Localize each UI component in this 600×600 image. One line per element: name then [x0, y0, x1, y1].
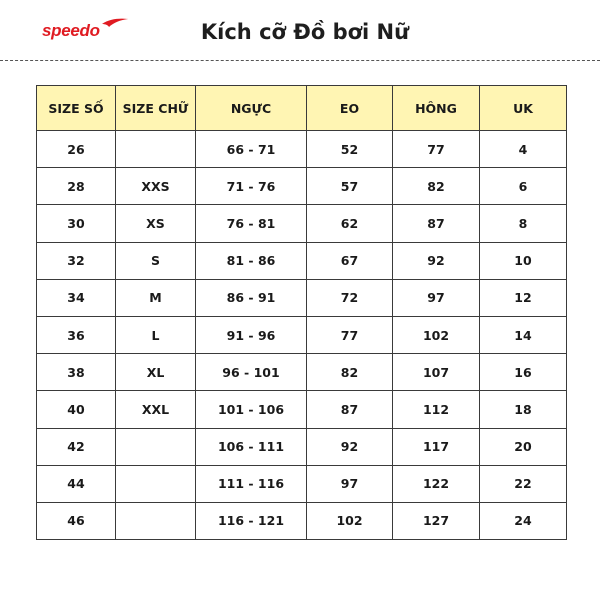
uk-size-cell: 8	[480, 205, 567, 242]
size-letter-cell: XXL	[116, 391, 196, 428]
table-header-row	[37, 86, 567, 131]
bust-cell: 71 - 76	[196, 168, 307, 205]
hip-cell: 102	[393, 316, 480, 353]
waist-cell: 52	[307, 131, 393, 168]
hip-cell: 92	[393, 242, 480, 279]
size-number-cell: 26	[37, 131, 116, 168]
waist-cell: 97	[307, 465, 393, 502]
uk-size-cell: 20	[480, 428, 567, 465]
hip-cell: 107	[393, 354, 480, 391]
bust-cell: 66 - 71	[196, 131, 307, 168]
waist-cell: 67	[307, 242, 393, 279]
size-letter-cell	[116, 465, 196, 502]
table-row	[37, 242, 567, 279]
column-header-uk: UK	[480, 86, 567, 131]
hip-cell: 97	[393, 279, 480, 316]
size-letter-cell	[116, 502, 196, 539]
size-number-cell: 46	[37, 502, 116, 539]
table-row	[37, 391, 567, 428]
size-letter-cell: M	[116, 279, 196, 316]
size-number-cell: 34	[37, 279, 116, 316]
size-letter-cell	[116, 428, 196, 465]
table-row	[37, 205, 567, 242]
size-letter-cell: S	[116, 242, 196, 279]
size-number-cell: 36	[37, 316, 116, 353]
table-row	[37, 168, 567, 205]
size-letter-cell: XL	[116, 354, 196, 391]
table-row	[37, 316, 567, 353]
table-row	[37, 428, 567, 465]
column-header-bust: NGỰC	[196, 86, 307, 131]
uk-size-cell: 18	[480, 391, 567, 428]
table-row	[37, 465, 567, 502]
hip-cell: 127	[393, 502, 480, 539]
uk-size-cell: 10	[480, 242, 567, 279]
hip-cell: 112	[393, 391, 480, 428]
bust-cell: 101 - 106	[196, 391, 307, 428]
waist-cell: 87	[307, 391, 393, 428]
waist-cell: 92	[307, 428, 393, 465]
waist-cell: 57	[307, 168, 393, 205]
bust-cell: 111 - 116	[196, 465, 307, 502]
column-header-hip: HÔNG	[393, 86, 480, 131]
hip-cell: 82	[393, 168, 480, 205]
size-number-cell: 44	[37, 465, 116, 502]
waist-cell: 102	[307, 502, 393, 539]
size-letter-cell: XS	[116, 205, 196, 242]
bust-cell: 116 - 121	[196, 502, 307, 539]
table-body	[37, 131, 567, 540]
waist-cell: 77	[307, 316, 393, 353]
page-title: Kích cỡ Đồ bơi Nữ	[200, 20, 410, 44]
waist-cell: 62	[307, 205, 393, 242]
size-letter-cell: XXS	[116, 168, 196, 205]
hip-cell: 122	[393, 465, 480, 502]
hip-cell: 87	[393, 205, 480, 242]
bust-cell: 91 - 96	[196, 316, 307, 353]
table-row	[37, 502, 567, 539]
page-header	[0, 0, 600, 62]
size-number-cell: 40	[37, 391, 116, 428]
uk-size-cell: 12	[480, 279, 567, 316]
hip-cell: 77	[393, 131, 480, 168]
column-header-size-letter: SIZE CHỮ	[116, 86, 196, 131]
bust-cell: 81 - 86	[196, 242, 307, 279]
uk-size-cell: 4	[480, 131, 567, 168]
size-letter-cell	[116, 131, 196, 168]
uk-size-cell: 14	[480, 316, 567, 353]
size-number-cell: 28	[37, 168, 116, 205]
size-number-cell: 38	[37, 354, 116, 391]
uk-size-cell: 6	[480, 168, 567, 205]
size-number-cell: 42	[37, 428, 116, 465]
waist-cell: 82	[307, 354, 393, 391]
bust-cell: 86 - 91	[196, 279, 307, 316]
uk-size-cell: 24	[480, 502, 567, 539]
hip-cell: 117	[393, 428, 480, 465]
uk-size-cell: 16	[480, 354, 567, 391]
bust-cell: 106 - 111	[196, 428, 307, 465]
size-number-cell: 32	[37, 242, 116, 279]
uk-size-cell: 22	[480, 465, 567, 502]
size-number-cell: 30	[37, 205, 116, 242]
table-row	[37, 279, 567, 316]
brand-name: speedo	[42, 21, 100, 40]
column-header-size-number: SIZE SỐ	[37, 86, 116, 131]
bust-cell: 76 - 81	[196, 205, 307, 242]
table-row	[37, 131, 567, 168]
column-header-waist: EO	[307, 86, 393, 131]
size-chart-table	[36, 85, 567, 540]
bust-cell: 96 - 101	[196, 354, 307, 391]
waist-cell: 72	[307, 279, 393, 316]
dashed-divider	[0, 60, 600, 61]
size-letter-cell: L	[116, 316, 196, 353]
table-row	[37, 354, 567, 391]
